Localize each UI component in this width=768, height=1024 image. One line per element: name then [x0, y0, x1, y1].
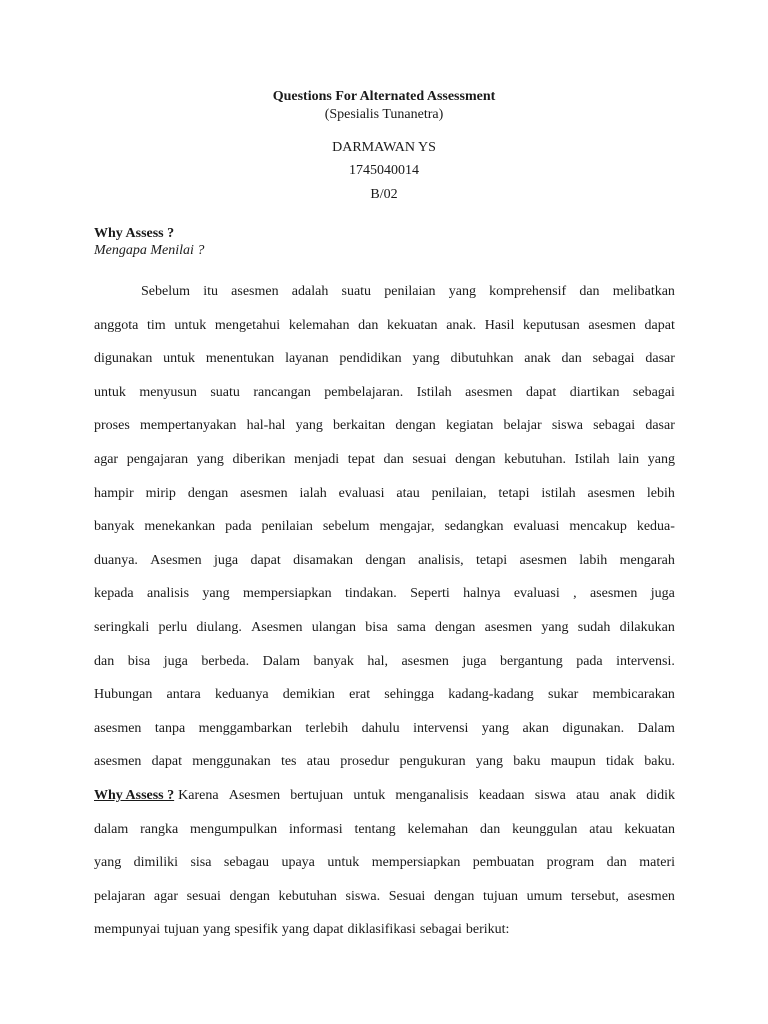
paragraph-1-line: banyak menekankan pada penilaian sebelum mengajar, sedangkan evaluasi mencakup kedua-	[94, 519, 675, 535]
paragraph-1-line: hampir mirip dengan asesmen ialah evaluasi atau penilaian, tetapi istilah asesmen lebih	[94, 485, 675, 501]
section-heading-translation: Mengapa Menilai ?	[94, 243, 205, 258]
body-text	[94, 275, 675, 947]
section-heading: Why Assess ?	[94, 226, 175, 241]
paragraph-1-line: Hubungan antara keduanya demikian erat sehingga kadang-kadang sukar membicarakan	[94, 687, 675, 703]
paragraph-1-line: duanya. Asesmen juga dapat disamakan dengan analisis, tetapi asesmen labih mengarah	[94, 552, 675, 568]
paragraph-1-line: proses mempertanyakan hal-hal yang berkaitan dengan kegiatan belajar siswa sebagai dasar	[94, 418, 675, 434]
paragraph-1-line: anggota tim untuk mengetahui kelemahan dan kekuatan anak. Hasil keputusan asesmen dapat	[94, 317, 675, 333]
paragraph-1-line: asesmen tanpa menggambarkan terlebih dahulu intervensi yang akan digunakan. Dalam	[94, 720, 675, 736]
paragraph-1-line: asesmen dapat menggunakan tes atau prosedur pengukuran yang baku maupun tidak baku.	[94, 754, 675, 770]
class-code: B/02	[370, 187, 398, 202]
paragraph-1-line: seringkali perlu diulang. Asesmen ulangan bisa sama dengan asesmen yang sudah dilakukan	[94, 619, 675, 635]
paragraph-1-line: Sebelum itu asesmen adalah suatu penilaian yang komprehensif dan melibatkan	[141, 284, 675, 299]
document-subtitle: (Spesialis Tunanetra)	[324, 107, 444, 122]
paragraph-1-line: kepada analisis yang mempersiapkan tindakan. Seperti halnya evaluasi , asesmen juga	[94, 586, 675, 602]
paragraph-2-line: pelajaran agar sesuai dengan kebutuhan siswa. Sesuai dengan tujuan umum tersebut, asesmen	[94, 888, 675, 904]
paragraph-1-line: agar pengajaran yang diberikan menjadi tepat dan sesuai dengan kebutuhan. Istilah lain yang	[94, 451, 675, 467]
paragraph-1-line: untuk menyusun suatu rancangan pembelajaran. Istilah asesmen dapat diartikan sebagai	[94, 384, 675, 400]
paragraph-2-first-line: Karena Asesmen bertujuan untuk menganalisis keadaan siswa atau anak didik	[178, 787, 675, 803]
paragraph-2-line: mempunyai tujuan yang spesifik yang dapat diklasifikasi sebagai berikut:	[94, 922, 510, 938]
paragraph-2-line: dalam rangka mengumpulkan informasi tentang kelemahan dan keunggulan atau kekuatan	[94, 821, 675, 837]
paragraph-2-line	[94, 779, 675, 813]
paragraph-1	[94, 275, 675, 779]
student-id: 1745040014	[349, 163, 419, 178]
paragraph-2-lead: Why Assess ?	[94, 787, 175, 803]
paragraph-2-line: yang dimiliki sisa sebagau upaya untuk mempersiapkan pembuatan program dan materi	[94, 855, 675, 871]
paragraph-1-line: digunakan untuk menentukan layanan pendidikan yang dibutuhkan anak dan sebagai dasar	[94, 351, 675, 367]
paragraph-1-line: dan bisa juga berbeda. Dalam banyak hal, asesmen juga bergantung pada intervensi.	[94, 653, 675, 669]
paragraph-2	[94, 779, 675, 947]
author-name: DARMAWAN YS	[332, 140, 436, 155]
document-title: Questions For Alternated Assessment	[272, 89, 496, 104]
